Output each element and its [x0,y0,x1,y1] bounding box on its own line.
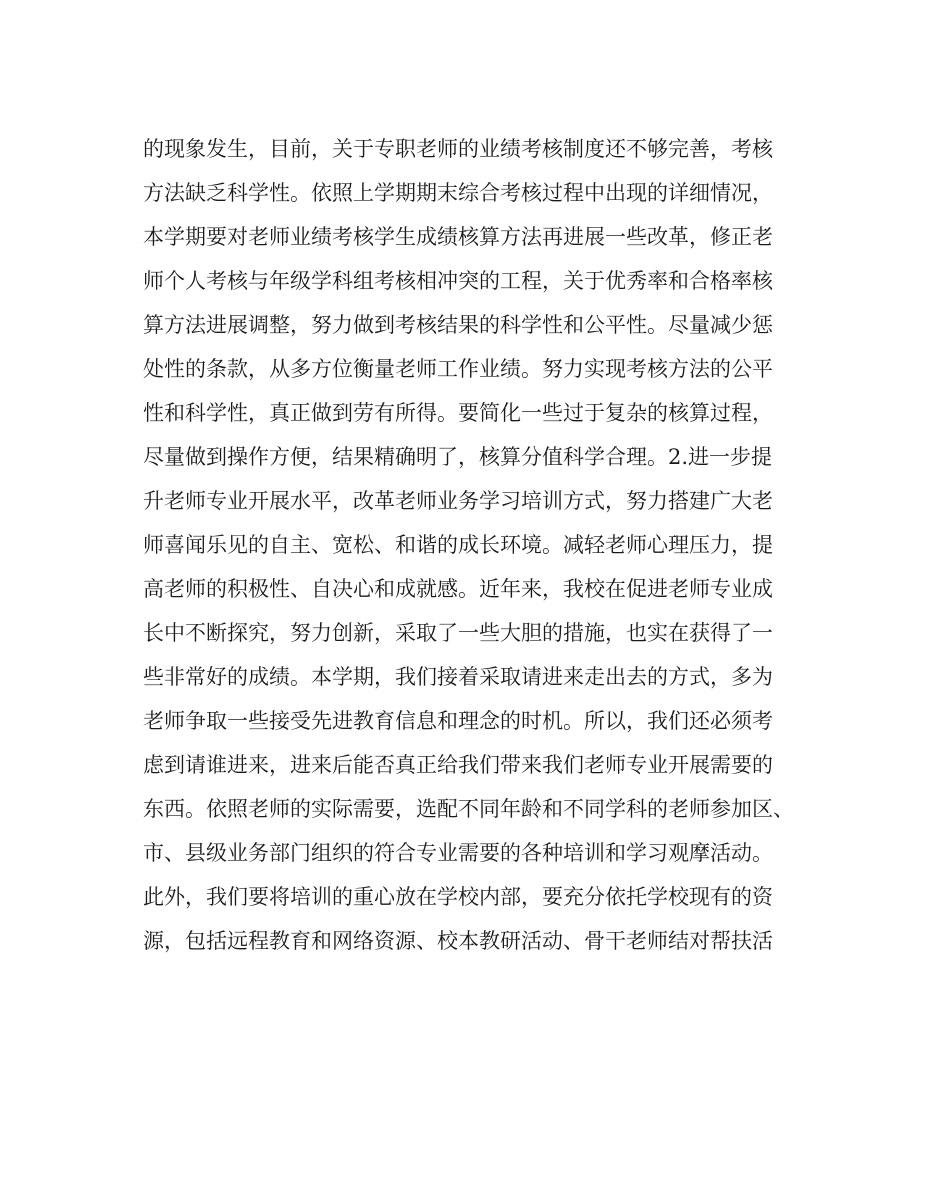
text-line: 处性的条款，从多方位衡量老师工作业绩。努力实现考核方法的公平 [143,357,773,381]
text-line: 东西。依照老师的实际需要，选配不同年龄和不同学科的老师参加区、 [143,797,794,821]
text-line: 算方法进展调整，努力做到考核结果的科学性和公平性。尽量减少惩 [143,313,773,337]
text-line: 此外，我们要将培训的重心放在学校内部，要充分依托学校现有的资 [143,885,773,909]
text-line: 些非常好的成绩。本学期，我们接着采取请进来走出去的方式，多为 [143,665,773,689]
text-line: 方法缺乏科学性。依照上学期期末综合考核过程中出现的详细情况， [143,181,773,205]
text-line: 市、县级业务部门组织的符合专业需要的各种培训和学习观摩活动。 [143,841,773,865]
text-line: 虑到请谁进来，进来后能否真正给我们带来我们老师专业开展需要的 [143,753,773,777]
text-line: 长中不断探究，努力创新，采取了一些大胆的措施，也实在获得了一 [143,621,773,645]
text-line: 源，包括远程教育和网络资源、校本教研活动、骨干老师结对帮扶活 [143,929,773,953]
text-line: 老师争取一些接受先进教育信息和理念的时机。所以，我们还必须考 [143,709,773,733]
body-text [143,127,813,963]
text-line: 师喜闻乐见的自主、宽松、和谐的成长环境。减轻老师心理压力，提 [143,533,773,557]
text-line: 本学期要对老师业绩考核学生成绩核算方法再进展一些改革，修正老 [143,225,773,249]
text-line: 尽量做到操作方便，结果精确明了，核算分值科学合理。2.进一步提 [143,445,773,469]
text-line: 升老师专业开展水平，改革老师业务学习培训方式，努力搭建广大老 [143,489,773,513]
text-line: 高老师的积极性、自决心和成就感。近年来，我校在促进老师专业成 [143,577,773,601]
text-line: 师个人考核与年级学科组考核相冲突的工程，关于优秀率和合格率核 [143,269,773,293]
text-line: 性和科学性，真正做到劳有所得。要简化一些过于复杂的核算过程， [143,401,773,425]
text-line: 的现象发生，目前，关于专职老师的业绩考核制度还不够完善，考核 [143,137,773,161]
